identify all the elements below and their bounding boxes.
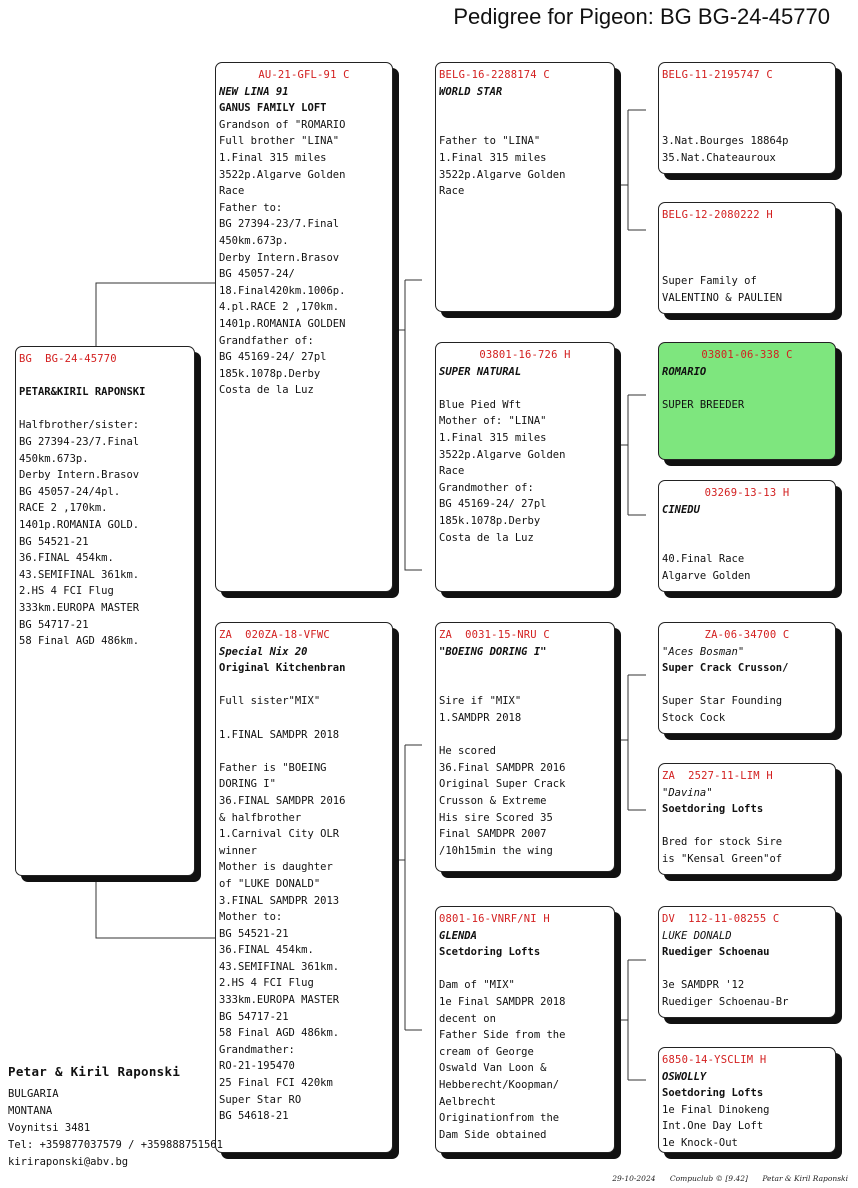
info-line: Father to:	[219, 201, 283, 214]
sire-dam-sire-card	[658, 342, 836, 460]
dam-dam-dam-card	[658, 1047, 836, 1153]
pigeon-name: LUKE DONALD	[662, 929, 732, 942]
pigeon-name: OSWOLLY	[662, 1070, 707, 1083]
info-line: Original Super Crack	[439, 778, 566, 791]
ring-number: DV 112-11-08255 C	[662, 913, 780, 925]
info-line: 43.SEMIFINAL 361km.	[219, 960, 340, 973]
dam-sire-sire-card	[658, 622, 836, 734]
pigeon-strain: Ruediger Schoenau	[662, 946, 770, 959]
pigeon-name: NEW LINA 91	[219, 85, 289, 98]
pigeon-strain: Original Kitchenbran	[219, 662, 346, 675]
pigeon-strain: GANUS FAMILY LOFT	[219, 102, 327, 115]
info-line	[662, 380, 832, 397]
pigeon-name: ROMARIO	[662, 365, 707, 378]
owner-city: Voynitsi 3481	[8, 1122, 91, 1134]
pigeon-name: "BOEING DORING I"	[439, 645, 547, 658]
owner-info	[8, 1063, 223, 1171]
pigeon-name: Special Nix 20	[219, 645, 308, 658]
info-line	[662, 100, 832, 117]
info-line	[662, 240, 832, 257]
info-line: Grandson of "ROMARIO	[219, 118, 346, 131]
info-line: Full sister"MIX"	[219, 695, 321, 708]
owner-tel: Tel: +359877037579 / +359888751561	[8, 1139, 223, 1151]
ring-number: BELG-11-2195747 C	[662, 69, 773, 81]
info-line	[219, 677, 389, 694]
owner-country: BULGARIA	[8, 1088, 59, 1100]
info-line: 36.Final SAMDPR 2016	[439, 761, 566, 774]
subject-card	[15, 346, 195, 876]
info-line	[219, 743, 389, 760]
dam-sire-dam-card	[658, 763, 836, 875]
pigeon-strain: Scetdoring Lofts	[439, 946, 541, 959]
info-line: BG 45057-24/4pl.	[19, 485, 121, 498]
info-line: 1.FINAL SAMDPR 2018	[219, 728, 340, 741]
info-line: Costa de la Luz	[219, 384, 314, 397]
info-line: BG 45057-24/	[219, 268, 295, 281]
info-line: Father Side from the	[439, 1029, 566, 1042]
info-line: Mother of: "LINA"	[439, 415, 547, 428]
pigeon-name: "Aces Bosman"	[662, 645, 745, 658]
info-line: decent on	[439, 1012, 496, 1025]
info-line: Race	[219, 185, 245, 198]
pigeon-name: SUPER NATURAL	[439, 365, 522, 378]
info-line: He scored	[439, 745, 496, 758]
info-line: 1e Final Dinokeng	[662, 1103, 770, 1116]
info-line: /10h15min the wing	[439, 844, 553, 857]
owner-region: MONTANA	[8, 1105, 53, 1117]
info-line: Int.One Day Loft	[662, 1120, 764, 1133]
info-line: Blue Pied Wft	[439, 398, 522, 411]
info-line: Mother to:	[219, 911, 283, 924]
info-line: 58 Final AGD 486km.	[19, 635, 140, 648]
info-line: 333km.EUROPA MASTER	[19, 601, 140, 614]
pigeon-strain: Soetdoring Lofts	[662, 803, 764, 816]
info-line: 3522p.Algarve Golden	[439, 168, 566, 181]
info-line: Originationfrom the	[439, 1112, 560, 1125]
info-line: 58 Final AGD 486km.	[219, 1027, 340, 1040]
info-line: 1401p.ROMANIA GOLD.	[19, 518, 140, 531]
info-line: 3.FINAL SAMDPR 2013	[219, 894, 340, 907]
pigeon-strain: Soetdoring Lofts	[662, 1087, 764, 1100]
info-line	[662, 535, 832, 552]
info-line	[662, 677, 832, 694]
info-line: 185k.1078p.Derby	[219, 367, 321, 380]
info-line: Full brother "LINA"	[219, 135, 340, 148]
sire-dam-dam-card	[658, 480, 836, 592]
info-line: Ruediger Schoenau-Br	[662, 995, 789, 1008]
info-line: 3522p.Algarve Golden	[219, 168, 346, 181]
dam-card	[215, 622, 393, 1153]
info-line	[439, 727, 611, 744]
info-line: 1.Final 315 miles	[439, 151, 547, 164]
info-line: Super Family of	[662, 275, 757, 288]
info-line: Grandfather of:	[219, 334, 314, 347]
info-line	[662, 961, 832, 978]
info-line: Final SAMDPR 2007	[439, 828, 547, 841]
info-line: 2.HS 4 FCI Flug	[219, 977, 314, 990]
footer-software: Compuclub © [9.42]	[669, 1174, 748, 1183]
info-line: PETAR&KIRIL RAPONSKI	[19, 386, 146, 399]
ring-number: ZA 020ZA-18-VFWC	[219, 629, 330, 641]
info-line	[439, 117, 611, 134]
info-line: Derby Intern.Brasov	[19, 469, 140, 482]
sire-sire-dam-card	[658, 202, 836, 314]
info-line	[19, 368, 191, 385]
info-line: BG 27394-23/7.Final	[19, 435, 140, 448]
info-line: 35.Nat.Chateauroux	[662, 151, 776, 164]
sire-sire-sire-card	[658, 62, 836, 174]
info-line: BG 45169-24/ 27pl	[219, 351, 327, 364]
info-line: 18.Final420km.1006p.	[219, 284, 346, 297]
info-line: Algarve Golden	[662, 569, 751, 582]
info-line: Aelbrecht	[439, 1095, 496, 1108]
pigeon-name: GLENDA	[439, 929, 477, 942]
info-line: 450km.673p.	[19, 452, 89, 465]
footer-owner: Petar & Kiril Raponski	[762, 1174, 848, 1183]
info-line	[439, 100, 611, 117]
info-line: Bred for stock Sire	[662, 836, 783, 849]
info-line: Super Star RO	[219, 1093, 302, 1106]
pigeon-name: "Davina"	[662, 786, 713, 799]
info-line: winner	[219, 844, 257, 857]
info-line: 1.Carnival City OLR	[219, 828, 340, 841]
info-line: BG 54618-21	[219, 1110, 289, 1123]
info-line: BG 54521-21	[219, 927, 289, 940]
info-line	[439, 380, 611, 397]
info-line: 40.Final Race	[662, 553, 745, 566]
info-line: 3.Nat.Bourges 18864p	[662, 135, 789, 148]
info-line: Grandmather:	[219, 1043, 295, 1056]
info-line: 185k.1078p.Derby	[439, 514, 541, 527]
info-line	[219, 710, 389, 727]
info-line: 2.HS 4 FCI Flug	[19, 585, 114, 598]
ring-number: 03269-13-13 H	[704, 487, 790, 499]
info-line: Super Star Founding	[662, 695, 783, 708]
info-line: His sire Scored 35	[439, 811, 553, 824]
sire-sire-card	[435, 62, 615, 312]
ring-number: 6850-14-YSCLIM H	[662, 1054, 767, 1066]
info-line: Oswald Van Loon &	[439, 1062, 547, 1075]
info-line: of "LUKE DONALD"	[219, 877, 321, 890]
info-line: 43.SEMIFINAL 361km.	[19, 568, 140, 581]
info-line: 3522p.Algarve Golden	[439, 448, 566, 461]
info-line: 3e SAMDPR '12	[662, 979, 745, 992]
info-line: 36.FINAL 454km.	[219, 944, 314, 957]
info-line: 1e Knock-Out	[662, 1136, 738, 1149]
info-line: Mother is daughter	[219, 861, 333, 874]
info-line: Crusson & Extreme	[439, 794, 547, 807]
info-line: Costa de la Luz	[439, 531, 534, 544]
info-line: Sire if "MIX"	[439, 695, 522, 708]
info-line: Hebberecht/Koopman/	[439, 1078, 560, 1091]
ring-number: 03801-06-338 C	[701, 349, 793, 361]
owner-name: Petar & Kiril Raponski	[8, 1064, 181, 1079]
dam-dam-card	[435, 906, 615, 1153]
info-line	[439, 961, 611, 978]
sire-card	[215, 62, 393, 592]
info-line: & halfbrother	[219, 811, 302, 824]
dam-dam-sire-card	[658, 906, 836, 1018]
info-line: Halfbrother/sister:	[19, 419, 140, 432]
info-line: 36.FINAL 454km.	[19, 552, 114, 565]
info-line: Father is "BOEING	[219, 761, 327, 774]
info-line	[439, 677, 611, 694]
info-line	[439, 660, 611, 677]
info-line: 1.SAMDPR 2018	[439, 711, 522, 724]
info-line: is "Kensal Green"of	[662, 852, 783, 865]
footer-date: 29-10-2024	[612, 1174, 656, 1183]
pigeon-name: WORLD STAR	[439, 85, 503, 98]
info-line	[19, 401, 191, 418]
ring-number: ZA-06-34700 C	[704, 629, 790, 641]
ring-number: BELG-16-2288174 C	[439, 69, 550, 81]
ring-number: AU-21-GFL-91 C	[258, 69, 350, 81]
info-line: BG 54521-21	[19, 535, 89, 548]
info-line: BG 45169-24/ 27pl	[439, 498, 547, 511]
owner-email: kiriraponski@abv.bg	[8, 1156, 129, 1168]
info-line: VALENTINO & PAULIEN	[662, 291, 783, 304]
sire-dam-card	[435, 342, 615, 592]
info-line: 1.Final 315 miles	[439, 431, 547, 444]
info-line: RO-21-195470	[219, 1060, 295, 1073]
ring-number: 0801-16-VNRF/NI H	[439, 913, 550, 925]
info-line: BG 54717-21	[19, 618, 89, 631]
info-line: 1.Final 315 miles	[219, 151, 327, 164]
ring-number: BELG-12-2080222 H	[662, 209, 773, 221]
info-line: DORING I"	[219, 778, 276, 791]
info-line: BG 54717-21	[219, 1010, 289, 1023]
info-line: Father to "LINA"	[439, 135, 541, 148]
ring-number: 03801-16-726 H	[479, 349, 571, 361]
ring-number: BG BG-24-45770	[19, 353, 117, 365]
info-line: 333km.EUROPA MASTER	[219, 994, 340, 1007]
info-line: 450km.673p.	[219, 234, 289, 247]
info-line: Race	[439, 185, 465, 198]
page-title: Pedigree for Pigeon: BG BG-24-45770	[453, 4, 830, 29]
info-line: Stock Cock	[662, 711, 726, 724]
info-line: 1e Final SAMDPR 2018	[439, 995, 566, 1008]
info-line	[662, 257, 832, 274]
info-line: Dam Side obtained	[439, 1128, 547, 1141]
info-line	[662, 224, 832, 241]
info-line	[662, 117, 832, 134]
info-line: cream of George	[439, 1045, 534, 1058]
info-line	[662, 818, 832, 835]
info-line: 36.FINAL SAMDPR 2016	[219, 794, 346, 807]
info-line	[662, 518, 832, 535]
info-line: Dam of "MIX"	[439, 979, 515, 992]
info-line: SUPER BREEDER	[662, 398, 745, 411]
pigeon-strain: Super Crack Crusson/	[662, 662, 789, 675]
info-line: 4.pl.RACE 2 ,170km.	[219, 301, 340, 314]
info-line: 25 Final FCI 420km	[219, 1077, 333, 1090]
info-line: RACE 2 ,170km.	[19, 502, 108, 515]
info-line: 1401p.ROMANIA GOLDEN	[219, 317, 346, 330]
ring-number: ZA 2527-11-LIM H	[662, 770, 773, 782]
pigeon-name: CINEDU	[662, 503, 700, 516]
footer	[600, 1174, 848, 1183]
info-line	[662, 84, 832, 101]
info-line: Race	[439, 465, 465, 478]
info-line: Derby Intern.Brasov	[219, 251, 340, 264]
dam-sire-card	[435, 622, 615, 872]
info-line: Grandmother of:	[439, 481, 534, 494]
ring-number: ZA 0031-15-NRU C	[439, 629, 550, 641]
info-line: BG 27394-23/7.Final	[219, 218, 340, 231]
